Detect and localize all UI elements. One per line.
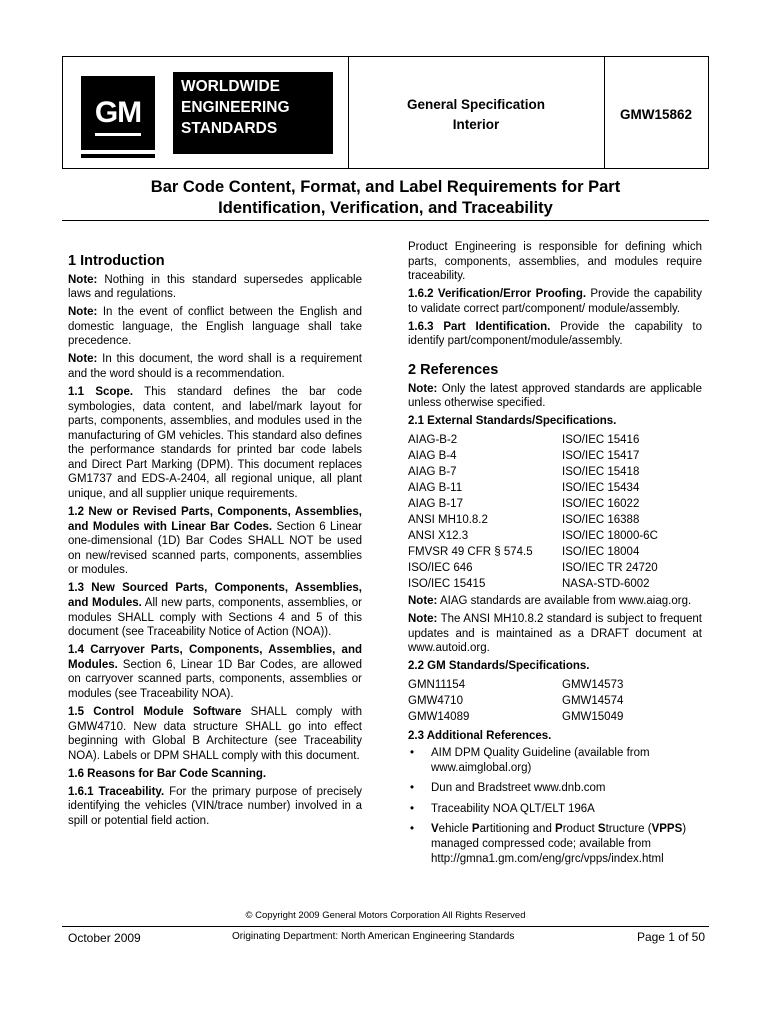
vpps-abbreviation: VPPS	[651, 823, 683, 836]
section-text: Provide the capability to identify part/component/module/assembly.	[408, 320, 702, 348]
std-item: ISO/IEC 15434	[562, 481, 640, 494]
page-footer	[62, 928, 709, 948]
vpps-part: ehicle	[438, 823, 472, 836]
title-line-2: Identification, Verification, and Traceability	[218, 199, 553, 217]
vpps-part: ) managed compressed code; available from http://gmna1.gm.com/eng/grc/vpps/index.html	[431, 823, 687, 865]
std-item: ANSI X12.3	[408, 529, 469, 542]
list-item-text: Traceability NOA QLT/ELT 196A	[431, 802, 595, 815]
external-standards-list	[408, 433, 702, 591]
footer-department: Originating Department: North American Engineering Standards	[232, 931, 515, 942]
list-item-text: AIM DPM Quality Guideline (available from www.aimglobal.org)	[431, 747, 650, 774]
std-item: ISO/IEC 15415	[408, 577, 486, 590]
std-item: ISO/IEC 15417	[562, 449, 640, 462]
section-label: 1.6 Reasons for Bar Code Scanning.	[68, 767, 267, 780]
section-text: SHALL comply with GMW4710. New data structure SHALL go into effect beginning with Global B Architecture (see Traceability NOA). Labels or DPM SHALL comply with this document.	[68, 705, 362, 762]
vpps-part: tructure (	[605, 823, 652, 836]
section-1-6-2	[408, 287, 702, 316]
section-1-1	[68, 385, 362, 502]
note-latest-standards	[408, 382, 702, 411]
std-item: ANSI MH10.8.2	[408, 513, 488, 526]
note-text: In the event of conflict between the English and domestic language, the English language shall take precedence.	[68, 306, 362, 348]
note-text: Only the latest approved standards are applicable unless otherwise specified.	[408, 382, 702, 410]
note-shall	[68, 352, 362, 381]
footer-rule	[62, 926, 709, 927]
document-title	[62, 177, 709, 219]
heading-introduction: 1 Introduction	[68, 253, 165, 269]
std-item: AIAG-B-2	[408, 433, 458, 446]
footer-date: October 2009	[68, 931, 141, 945]
section-1-6-1	[68, 785, 362, 829]
std-item: GMW14573	[562, 678, 624, 691]
std-item: GMW15049	[562, 710, 624, 723]
section-label: 1.3 New Sourced Parts, Components, Assemblies, and Modules.	[68, 582, 362, 610]
section-label: 1.5 Control Module Software	[68, 705, 242, 718]
bullet-icon: •	[410, 802, 415, 815]
std-item: ISO/IEC 16388	[562, 513, 640, 526]
gm-logo	[81, 76, 155, 154]
section-text: For the primary purpose of precisely identifying the vehicles (VIN/trace number) involved in a spill or potential field action.	[68, 785, 362, 827]
std-item: AIAG B-7	[408, 465, 457, 478]
section-text: This standard defines the bar code symbologies, data content, and label/mark layout for parts, components, assemblies, and modules used in the manufacturing of GM vehicles. This standard also defines the performance standards for printed bar code labels and Direct Part Marking (DPM). This document replaces GM1737 and EDS-A-2404, all regional unique, all plant unique, and all supplier unique requirements.	[68, 385, 363, 501]
note-text: Nothing in this standard supersedes applicable laws and regulations.	[68, 273, 362, 301]
heading-references: 2 References	[408, 361, 499, 378]
spec-number: GMW15862	[619, 107, 693, 122]
section-label: 2.1 External Standards/Specifications.	[408, 415, 617, 428]
std-item: ISO/IEC TR 24720	[562, 561, 658, 574]
org-name-block	[173, 72, 333, 154]
note-label: Note:	[68, 306, 98, 319]
std-item: NASA-STD-6002	[562, 577, 650, 590]
std-item: FMVSR 49 CFR § 574.5	[408, 545, 533, 558]
section-label: 2.3 Additional References.	[408, 730, 552, 743]
header-spec-cell	[348, 57, 605, 168]
spec-line-1: General Specification	[406, 97, 546, 112]
std-item: ISO/IEC 646	[408, 561, 473, 574]
section-label: 1.6.3 Part Identification.	[408, 320, 551, 333]
org-line-3: STANDARDS	[181, 120, 278, 137]
note-label: Note:	[408, 595, 438, 608]
std-item: ISO/IEC 15418	[562, 465, 640, 478]
additional-references-list	[408, 746, 702, 866]
vpps-letter: S	[597, 823, 606, 836]
title-line-1: Bar Code Content, Format, and Label Requirements for Part	[150, 178, 621, 196]
note-language	[68, 305, 362, 349]
list-item	[408, 822, 702, 866]
vpps-part: artitioning and	[479, 823, 556, 836]
header-logo-cell	[63, 57, 349, 168]
std-item: AIAG B-4	[408, 449, 457, 462]
traceability-continued: Product Engineering is responsible for defining which parts, components, assemblies, and modules require traceability.	[408, 241, 702, 283]
std-item: AIAG B-11	[408, 481, 463, 494]
section-1-6-3	[408, 320, 702, 349]
std-item: ISO/IEC 18004	[562, 545, 640, 558]
list-item	[408, 802, 702, 817]
list-item	[408, 781, 702, 796]
section-label: 1.4 Carryover Parts, Components, Assemblies, and Modules.	[68, 644, 362, 671]
section-1-4	[68, 643, 362, 701]
note-aiag	[408, 594, 702, 609]
section-text: All new parts, components, assemblies, or modules SHALL comply with Sections 4 and 5 of this document (see Traceability Notice of Action (NOA)).	[68, 597, 362, 639]
std-item: GMW4710	[408, 694, 463, 707]
right-column	[408, 240, 702, 872]
spec-line-2: Interior	[452, 117, 500, 132]
section-1-5	[68, 705, 362, 763]
section-label: 1.1 Scope.	[68, 385, 134, 398]
std-item: ISO/IEC 18000-6C	[562, 529, 658, 542]
note-text: AIAG standards are available from www.aiag.org.	[437, 595, 692, 608]
section-2-1	[408, 414, 702, 429]
note-label: Note:	[68, 353, 98, 366]
section-label: 1.6.2 Verification/Error Proofing.	[408, 288, 587, 301]
std-item: GMN11154	[408, 678, 466, 691]
std-item: AIAG B-17	[408, 497, 463, 510]
section-2-2	[408, 659, 702, 674]
std-item: ISO/IEC 16022	[562, 497, 640, 510]
note-text: The ANSI MH10.8.2 standard is subject to frequent updates and is maintained as a DRAFT document at www.autoid.org.	[408, 613, 702, 655]
section-2-3	[408, 729, 702, 744]
vpps-letter: P	[555, 823, 563, 836]
section-1-2	[68, 505, 362, 578]
section-text: Section 6, Linear 1D Bar Codes, are allowed on carryover scanned parts, components, assemblies or modules (see Traceability NOA).	[68, 658, 362, 700]
vpps-part: roduct	[562, 823, 598, 836]
vpps-letter: P	[471, 823, 480, 836]
bullet-icon: •	[410, 782, 415, 795]
gm-logo-underline	[95, 133, 141, 136]
list-item-text	[431, 823, 686, 864]
note-label: Note:	[68, 273, 98, 286]
note-label: Note:	[408, 382, 438, 395]
list-item	[408, 746, 702, 775]
org-line-1: WORLDWIDE	[181, 78, 281, 95]
note-laws	[68, 273, 362, 302]
vpps-letter: V	[431, 823, 439, 836]
section-label: 2.2 GM Standards/Specifications.	[408, 660, 590, 673]
left-column	[68, 254, 362, 832]
header-number-cell	[604, 57, 708, 168]
section-text: Provide the capability to validate correct part/component/ module/assembly.	[408, 288, 702, 315]
std-item: GMW14089	[408, 710, 470, 723]
list-item-text: Dun and Bradstreet www.dnb.com	[431, 782, 606, 795]
note-text: In this document, the word shall is a requirement and the word should is a recommendation.	[68, 353, 362, 380]
title-rule	[62, 220, 709, 221]
std-item: ISO/IEC 15416	[562, 433, 640, 446]
section-text: Section 6 Linear one-dimensional (1D) Bar Codes SHALL NOT be used on new/revised scanned parts, components, assemblies or modules.	[68, 520, 362, 577]
copyright-notice: © Copyright 2009 General Motors Corporation All Rights Reserved	[245, 910, 526, 921]
gm-standards-list	[408, 678, 702, 725]
section-label: 1.6.1 Traceability.	[68, 785, 165, 798]
section-label: 1.2 New or Revised Parts, Components, Assemblies, and Modules with Linear Bar Codes.	[68, 506, 362, 533]
std-item: GMW14574	[562, 694, 624, 707]
bullet-icon: •	[410, 747, 415, 760]
header-box	[62, 56, 709, 169]
org-line-2: ENGINEERING	[181, 99, 290, 116]
section-1-3	[68, 581, 362, 639]
spec-type	[348, 95, 604, 135]
section-1-6	[68, 767, 362, 782]
gm-logo-text: GM	[94, 96, 142, 129]
note-label: Note:	[408, 613, 438, 626]
note-ansi	[408, 612, 702, 656]
bullet-icon: •	[410, 823, 415, 836]
footer-page-number: Page 1 of 50	[636, 930, 705, 944]
